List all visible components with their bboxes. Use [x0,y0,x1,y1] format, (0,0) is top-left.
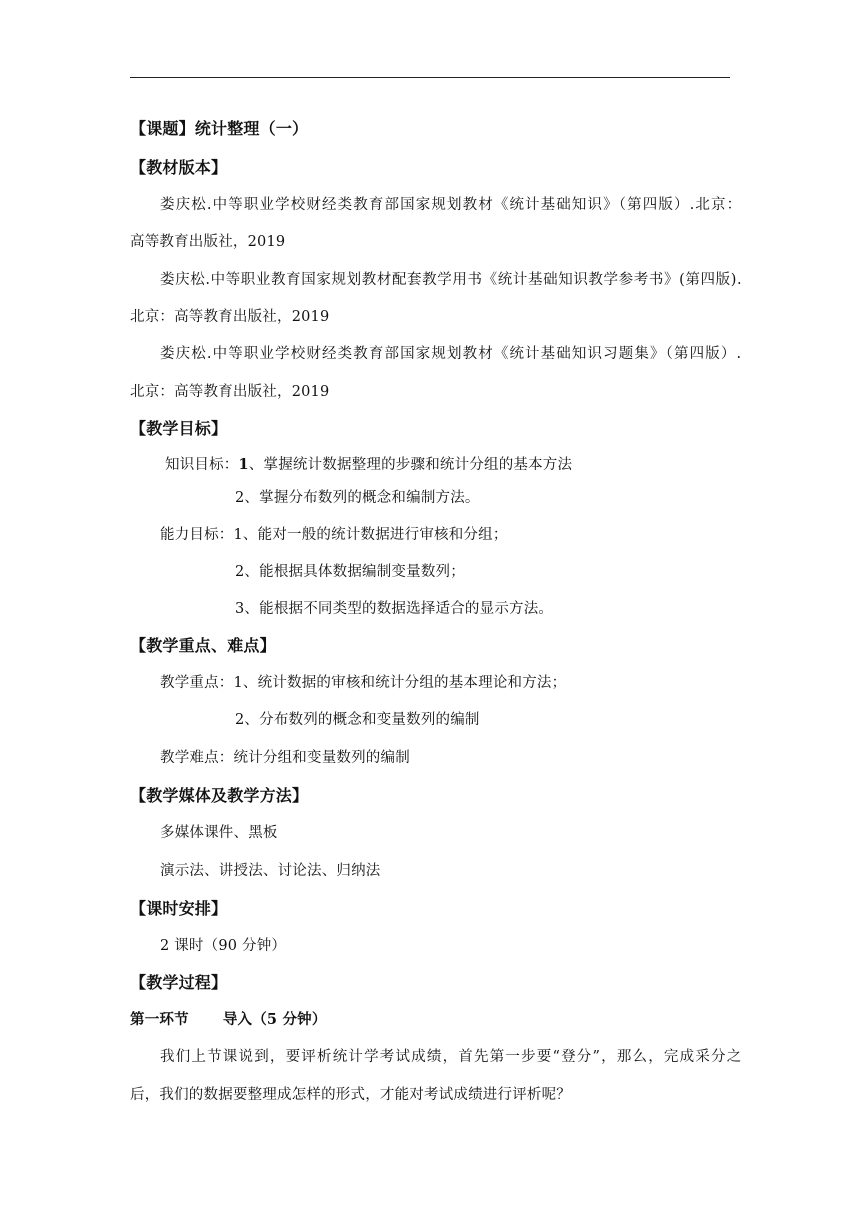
header-rule [130,77,730,78]
ability-item-2: 2、能根据具体数据编制变量数列； [235,564,465,580]
ability-label: 能力目标： [160,527,234,543]
textbook-ref-3-line2: 北京：高等教育出版社，2019 [130,384,330,400]
textbook-ref-1-line2: 高等教育出版社，2019 [130,234,286,250]
lesson-title-bracket: 【课题】 [130,119,195,138]
textbook-heading: 【教材版本】 [130,158,228,177]
intro-paragraph-line1: 我们上节课说到，要评析统计学考试成绩，首先第一步要“登分”，那么，完成采分之 [160,1049,742,1065]
ability-objective-1 [160,525,508,545]
textbook-ref-3-line1: 娄庆松.中等职业学校财经类教育部国家规划教材《统计基础知识习题集》（第四版）. [160,346,742,362]
media-heading: 【教学媒体及教学方法】 [130,786,309,805]
knowledge-objective-1 [165,455,572,475]
lesson-title [130,118,308,140]
objectives-heading: 【教学目标】 [130,419,228,438]
knowledge-item-number: 1 [238,456,249,473]
textbook-ref-2-line1: 娄庆松.中等职业教育国家规划教材配套教学用书《统计基础知识教学参考书》(第四版). [160,272,742,288]
schedule-value: 2 课时（90 分钟） [160,938,287,954]
knowledge-item-2: 2、掌握分布数列的概念和编制方法。 [235,490,480,506]
lesson-title-text: 统计整理（一） [194,119,309,138]
difficulty-point: 教学难点：统计分组和变量数列的编制 [160,750,410,766]
stage-heading [130,1010,327,1030]
ability-item-3: 3、能根据不同类型的数据选择适合的显示方法。 [235,601,554,617]
textbook-ref-2-line2: 北京：高等教育出版社，2019 [130,309,330,325]
stage-name: 第一环节 [130,1011,189,1028]
intro-paragraph-line2: 后，我们的数据要整理成怎样的形式，才能对考试成绩进行评析呢？ [130,1087,571,1103]
knowledge-label: 知识目标： [165,457,239,473]
key-points-heading: 【教学重点、难点】 [130,636,276,655]
focus-label: 教学重点： [160,675,234,691]
focus-point-1 [160,673,566,693]
ability-item-1: 1、能对一般的统计数据进行审核和分组； [233,527,508,543]
focus-item-1: 1、统计数据的审核和统计分组的基本理论和方法； [233,675,567,691]
schedule-heading: 【课时安排】 [130,899,228,918]
media-tools: 多媒体课件、黑板 [160,825,278,841]
stage-title: 导入（5 分钟） [222,1011,327,1028]
media-methods: 演示法、讲授法、讨论法、归纳法 [160,863,381,879]
textbook-ref-1-line1: 娄庆松.中等职业学校财经类教育部国家规划教材《统计基础知识》（第四版）.北京： [160,197,742,213]
focus-item-2: 2、分布数列的概念和变量数列的编制 [235,712,480,728]
knowledge-item-1: 、掌握统计数据整理的步骤和统计分组的基本方法 [248,457,573,473]
process-heading: 【教学过程】 [130,973,228,992]
